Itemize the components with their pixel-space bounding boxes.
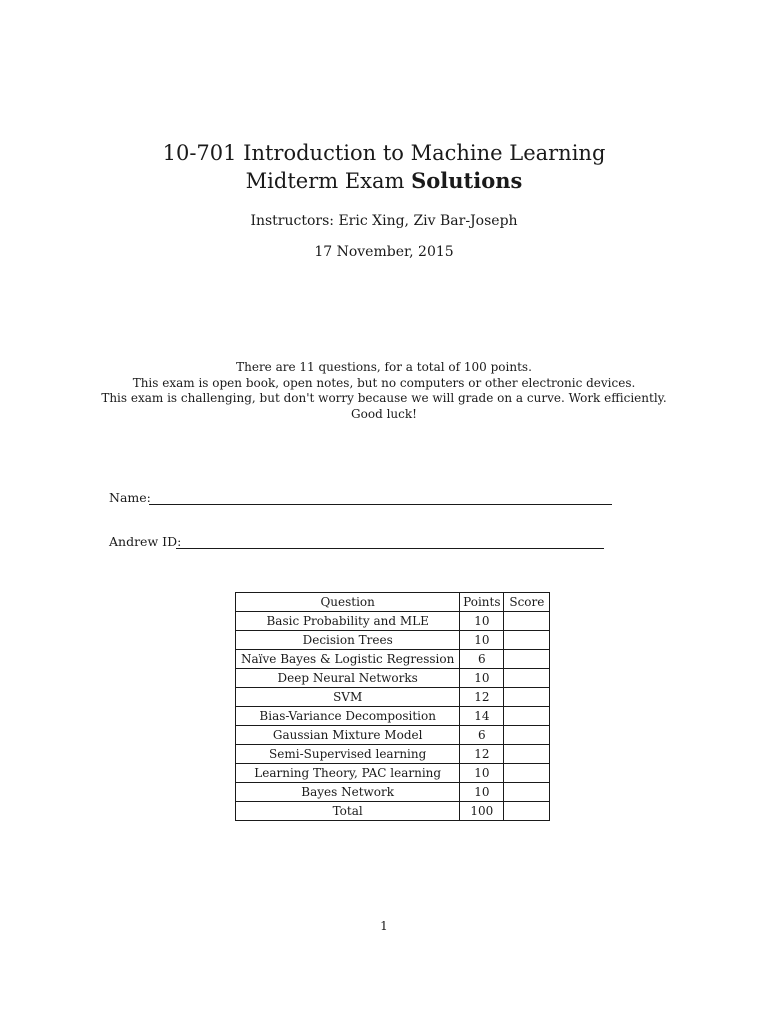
score-cell[interactable] xyxy=(504,650,550,669)
points-cell: 10 xyxy=(460,631,504,650)
points-cell: 12 xyxy=(460,688,504,707)
table-row xyxy=(236,783,550,802)
name-label: Name: xyxy=(109,490,151,505)
question-cell: Naïve Bayes & Logistic Regression xyxy=(236,650,460,669)
score-cell[interactable] xyxy=(504,669,550,688)
instructions-block xyxy=(0,360,768,422)
header-score: Score xyxy=(504,593,550,612)
instruction-line: This exam is open book, open notes, but no computers or other electronic devices. xyxy=(132,375,636,390)
question-cell: Deep Neural Networks xyxy=(236,669,460,688)
table-row xyxy=(236,612,550,631)
subtitle-bold: Solutions xyxy=(411,168,523,193)
table-total-row xyxy=(236,802,550,821)
score-cell[interactable] xyxy=(504,745,550,764)
points-cell: 10 xyxy=(460,612,504,631)
table-row xyxy=(236,764,550,783)
instructors-line: Instructors: Eric Xing, Ziv Bar-Joseph xyxy=(250,213,518,229)
instruction-line: Good luck! xyxy=(351,406,417,421)
question-cell: Semi-Supervised learning xyxy=(236,745,460,764)
table-row xyxy=(236,726,550,745)
instruction-line: There are 11 questions, for a total of 100 points. xyxy=(236,360,532,374)
points-cell: 10 xyxy=(460,764,504,783)
name-blank-line[interactable] xyxy=(149,504,612,505)
question-cell: Gaussian Mixture Model xyxy=(236,726,460,745)
header-question: Question xyxy=(236,593,460,612)
andrew-id-label: Andrew ID: xyxy=(109,534,182,549)
question-cell: Basic Probability and MLE xyxy=(236,612,460,631)
question-cell: Learning Theory, PAC learning xyxy=(236,764,460,783)
score-cell[interactable] xyxy=(504,764,550,783)
points-cell: 12 xyxy=(460,745,504,764)
table-row xyxy=(236,745,550,764)
score-cell[interactable] xyxy=(504,783,550,802)
table-row xyxy=(236,650,550,669)
subtitle-prefix: Midterm Exam xyxy=(245,169,405,193)
instruction-line: This exam is challenging, but don't worry because we will grade on a curve. Work efficiently. xyxy=(101,391,667,405)
total-score-cell[interactable] xyxy=(504,802,550,821)
points-cell: 10 xyxy=(460,783,504,802)
exam-title: 10-701 Introduction to Machine Learning xyxy=(162,141,606,165)
score-cell[interactable] xyxy=(504,688,550,707)
table-row xyxy=(236,669,550,688)
question-cell: Decision Trees xyxy=(236,631,460,650)
score-cell[interactable] xyxy=(504,726,550,745)
page-number: 1 xyxy=(380,919,388,933)
score-cell[interactable] xyxy=(504,612,550,631)
table-row xyxy=(236,688,550,707)
question-cell: Bias-Variance Decomposition xyxy=(236,707,460,726)
score-table xyxy=(235,592,550,821)
exam-subtitle xyxy=(0,168,768,194)
table-row xyxy=(236,707,550,726)
total-label-cell: Total xyxy=(236,802,460,821)
question-cell: Bayes Network xyxy=(236,783,460,802)
header-points: Points xyxy=(460,593,504,612)
points-cell: 6 xyxy=(460,726,504,745)
score-cell[interactable] xyxy=(504,707,550,726)
question-cell: SVM xyxy=(236,688,460,707)
score-cell[interactable] xyxy=(504,631,550,650)
points-cell: 14 xyxy=(460,707,504,726)
total-points-cell: 100 xyxy=(460,802,504,821)
andrew-id-blank-line[interactable] xyxy=(176,548,604,549)
table-header-row xyxy=(236,593,550,612)
points-cell: 10 xyxy=(460,669,504,688)
table-row xyxy=(236,631,550,650)
exam-date: 17 November, 2015 xyxy=(314,244,454,260)
points-cell: 6 xyxy=(460,650,504,669)
